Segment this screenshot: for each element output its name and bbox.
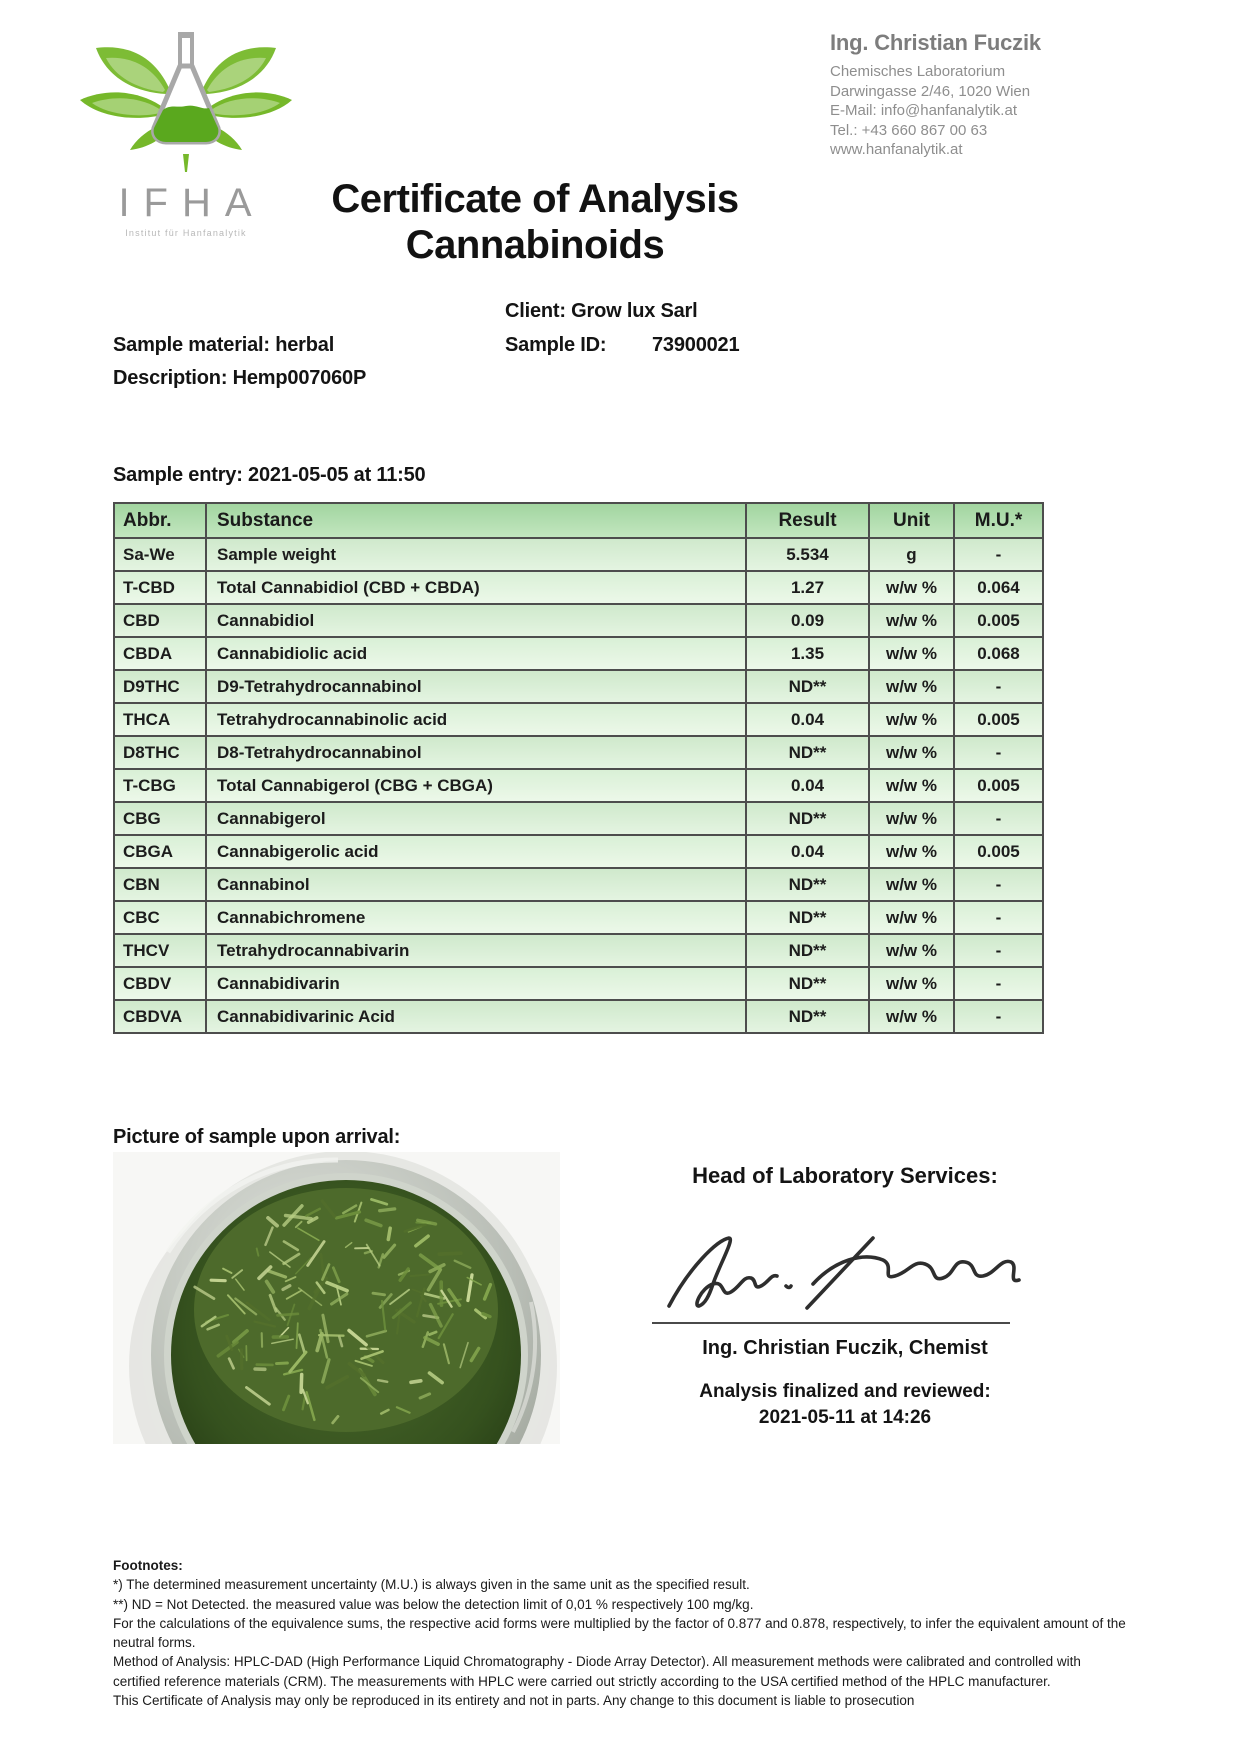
table-cell: Tetrahydrocannabinolic acid	[206, 703, 746, 736]
table-cell: 0.09	[746, 604, 869, 637]
table-cell: THCA	[114, 703, 206, 736]
column-header: Result	[746, 503, 869, 538]
results-header-row	[114, 503, 1043, 538]
table-cell: ND**	[746, 736, 869, 769]
table-cell: g	[869, 538, 954, 571]
table-cell: Cannabinol	[206, 868, 746, 901]
table-cell: w/w %	[869, 934, 954, 967]
page-title	[250, 176, 820, 268]
table-cell: D8-Tetrahydrocannabinol	[206, 736, 746, 769]
sample-id-value: 73900021	[652, 334, 740, 356]
table-cell: CBD	[114, 604, 206, 637]
table-cell: CBN	[114, 868, 206, 901]
table-cell: 0.068	[954, 637, 1043, 670]
table-row	[114, 703, 1043, 736]
table-cell: -	[954, 538, 1043, 571]
table-row	[114, 1000, 1043, 1033]
lab-contact-block	[830, 30, 1041, 160]
footnotes-block	[113, 1556, 1129, 1710]
table-row	[114, 967, 1043, 1000]
footnote-line: This Certificate of Analysis may only be reproduced in its entirety and not in parts. Any change to this document is liable to prosecution	[113, 1693, 915, 1709]
table-cell: w/w %	[869, 901, 954, 934]
hemp-leaf-flask-icon	[66, 26, 306, 174]
table-cell: Cannabigerol	[206, 802, 746, 835]
table-cell: -	[954, 1000, 1043, 1033]
table-cell: CBGA	[114, 835, 206, 868]
table-cell: 0.064	[954, 571, 1043, 604]
column-header: Unit	[869, 503, 954, 538]
results-table-wrap	[113, 502, 1044, 1034]
table-cell: w/w %	[869, 571, 954, 604]
footnote-line: *) The determined measurement uncertainty (M.U.) is always given in the same unit as the specified result.	[113, 1577, 750, 1593]
table-row	[114, 835, 1043, 868]
table-row	[114, 538, 1043, 571]
lab-contact-lines	[830, 62, 1041, 160]
logo-tagline: Institut für Hanfanalytik	[125, 228, 247, 238]
table-cell: w/w %	[869, 868, 954, 901]
footnotes-heading: Footnotes:	[113, 1558, 183, 1573]
table-cell: T-CBD	[114, 571, 206, 604]
title-line-2: Cannabinoids	[405, 223, 665, 267]
table-cell: w/w %	[869, 670, 954, 703]
table-cell: 5.534	[746, 538, 869, 571]
handwritten-signature	[655, 1222, 1025, 1318]
table-cell: CBG	[114, 802, 206, 835]
table-cell: Cannabichromene	[206, 901, 746, 934]
table-cell: CBDVA	[114, 1000, 206, 1033]
lab-contact-line: Chemisches Laboratorium	[830, 63, 1006, 80]
table-cell: w/w %	[869, 1000, 954, 1033]
table-cell: w/w %	[869, 835, 954, 868]
finalized-label: Analysis finalized and reviewed:	[699, 1381, 991, 1402]
client-label: Client: Grow lux Sarl	[505, 300, 698, 322]
results-table	[113, 502, 1044, 1034]
results-table-body	[114, 538, 1043, 1033]
table-cell: w/w %	[869, 637, 954, 670]
table-cell: ND**	[746, 1000, 869, 1033]
table-row	[114, 571, 1043, 604]
footnote-line: Method of Analysis: HPLC-DAD (High Performance Liquid Chromatography - Diode Array Detector). All measurement methods were calibrated and controlled with certified reference materials (CRM). The measurements with HPLC were carried out strictly according to the USA certified method of the HPLC manufacturer.	[113, 1654, 1081, 1689]
footnote-line: **) ND = Not Detected. the measured value was below the detection limit of 0,01 % respectively 100 mg/kg.	[113, 1596, 754, 1612]
table-cell: 0.04	[746, 703, 869, 736]
lab-contact-line: E-Mail: info@hanfanalytik.at	[830, 102, 1017, 119]
column-header: Abbr.	[114, 503, 206, 538]
table-cell: ND**	[746, 670, 869, 703]
description-label: Description: Hemp007060P	[113, 367, 367, 389]
table-cell: Sample weight	[206, 538, 746, 571]
table-cell: w/w %	[869, 769, 954, 802]
lab-contact-line: Tel.: +43 660 867 00 63	[830, 121, 988, 139]
table-cell: -	[954, 868, 1043, 901]
lab-contact-line: www.hanfanalytik.at	[830, 141, 963, 158]
table-cell: w/w %	[869, 802, 954, 835]
footnote-lines	[113, 1575, 1129, 1710]
table-cell: CBDV	[114, 967, 206, 1000]
signature-line	[652, 1322, 1010, 1324]
table-cell: D8THC	[114, 736, 206, 769]
column-header: Substance	[206, 503, 746, 538]
table-row	[114, 802, 1043, 835]
table-cell: w/w %	[869, 604, 954, 637]
table-cell: w/w %	[869, 736, 954, 769]
table-row	[114, 769, 1043, 802]
table-cell: Cannabigerolic acid	[206, 835, 746, 868]
table-cell: 0.005	[954, 835, 1043, 868]
table-cell: D9THC	[114, 670, 206, 703]
table-cell: -	[954, 934, 1043, 967]
table-cell: Cannabidivarinic Acid	[206, 1000, 746, 1033]
table-cell: ND**	[746, 901, 869, 934]
table-cell: -	[954, 802, 1043, 835]
table-cell: Cannabidiol	[206, 604, 746, 637]
signature-heading: Head of Laboratory Services:	[692, 1163, 998, 1188]
table-cell: ND**	[746, 802, 869, 835]
sample-material-label: Sample material: herbal	[113, 334, 335, 356]
title-line-1: Certificate of Analysis	[331, 177, 739, 221]
sample-bowl-image	[113, 1152, 560, 1444]
table-cell: Tetrahydrocannabivarin	[206, 934, 746, 967]
table-cell: Total Cannabigerol (CBG + CBGA)	[206, 769, 746, 802]
table-cell: -	[954, 967, 1043, 1000]
table-cell: Cannabidivarin	[206, 967, 746, 1000]
footnote-line: For the calculations of the equivalence sums, the respective acid forms were multiplied by the factor of 0.877 and 0.878, respectively, to infer the equivalent amount of the neutral forms.	[113, 1615, 1126, 1651]
table-cell: CBDA	[114, 637, 206, 670]
table-cell: D9-Tetrahydrocannabinol	[206, 670, 746, 703]
table-cell: -	[954, 901, 1043, 934]
lab-chemist-name: Ing. Christian Fuczik	[830, 30, 1041, 55]
signer-name: Ing. Christian Fuczik, Chemist	[702, 1337, 988, 1359]
table-cell: CBC	[114, 901, 206, 934]
table-row	[114, 604, 1043, 637]
table-cell: 1.27	[746, 571, 869, 604]
table-row	[114, 901, 1043, 934]
table-cell: THCV	[114, 934, 206, 967]
table-cell: w/w %	[869, 703, 954, 736]
table-cell: 0.005	[954, 703, 1043, 736]
table-cell: ND**	[746, 934, 869, 967]
table-cell: 0.04	[746, 835, 869, 868]
table-cell: 0.005	[954, 769, 1043, 802]
table-cell: 0.04	[746, 769, 869, 802]
table-cell: Total Cannabidiol (CBD + CBDA)	[206, 571, 746, 604]
table-row	[114, 934, 1043, 967]
table-cell: -	[954, 670, 1043, 703]
table-cell: 1.35	[746, 637, 869, 670]
table-cell: Sa-We	[114, 538, 206, 571]
picture-section-label: Picture of sample upon arrival:	[113, 1126, 401, 1148]
finalized-date: 2021-05-11 at 14:26	[758, 1407, 932, 1428]
table-cell: ND**	[746, 868, 869, 901]
table-cell: -	[954, 736, 1043, 769]
sample-id-label: Sample ID:	[505, 334, 607, 356]
table-cell: ND**	[746, 967, 869, 1000]
table-cell: w/w %	[869, 967, 954, 1000]
table-row	[114, 736, 1043, 769]
table-row	[114, 637, 1043, 670]
table-cell: 0.005	[954, 604, 1043, 637]
table-row	[114, 670, 1043, 703]
lab-contact-line: Darwingasse 2/46, 1020 Wien	[830, 82, 1031, 100]
sample-photo	[113, 1152, 560, 1444]
table-row	[114, 868, 1043, 901]
sample-entry-label: Sample entry: 2021-05-05 at 11:50	[113, 464, 426, 486]
logo-acronym: IFHA	[118, 181, 266, 225]
table-cell: T-CBG	[114, 769, 206, 802]
column-header: M.U.*	[954, 503, 1043, 538]
table-cell: Cannabidiolic acid	[206, 637, 746, 670]
